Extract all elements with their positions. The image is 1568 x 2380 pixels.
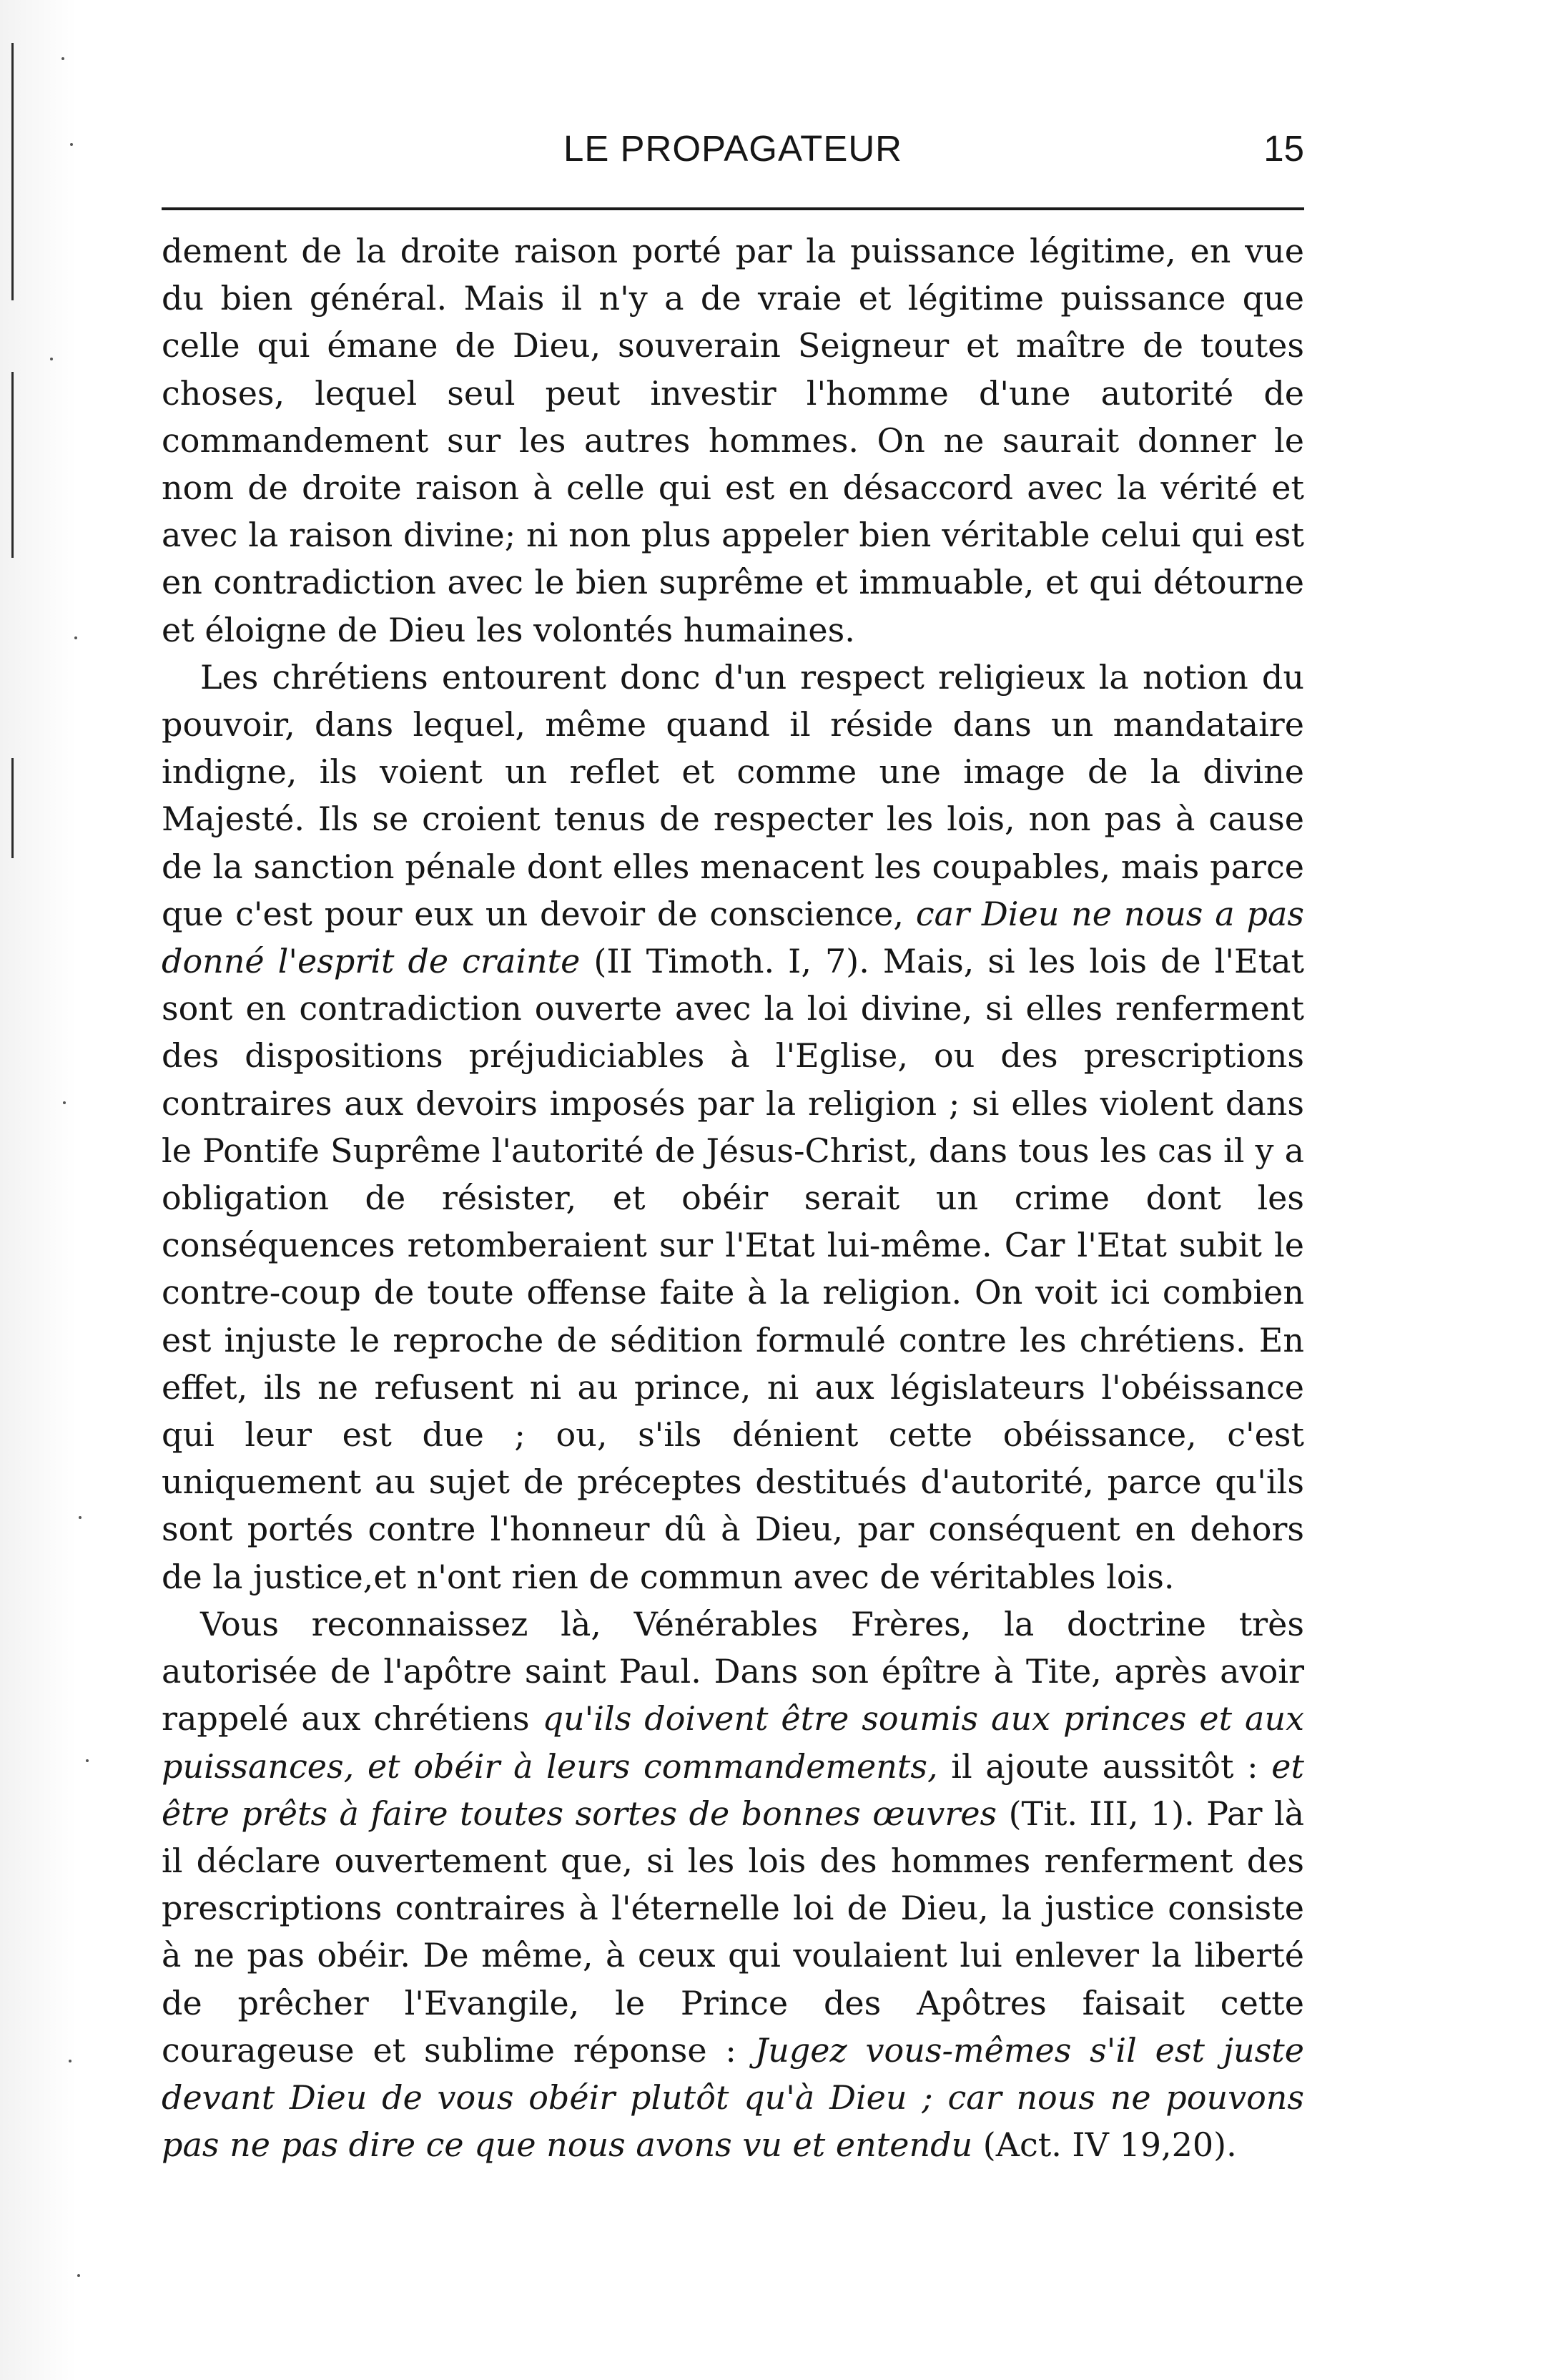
scan-speck <box>61 57 64 60</box>
paragraph-3 <box>162 1600 1304 2168</box>
paragraph-2-text-a: Les chrétiens entourent donc d'un respect religieux la notion du pouvoir, dans lequel, même quand il réside dans un mandataire indigne, ils voient un reflet et comme une image de la divine Majesté. Ils se croient tenus de respecter les lois, non pas à cause de la sanction pénale dont elles menacent les coupables, mais parce que c'est pour eux un devoir de conscience, <box>162 657 1304 933</box>
scan-speck <box>69 2060 72 2062</box>
header-rule <box>162 207 1304 210</box>
scan-speck <box>70 143 73 146</box>
paragraph-2-italic-quote: car Dieu ne nous a pas donné l'esprit de crainte <box>162 894 1304 981</box>
page-number: 15 <box>1263 128 1304 169</box>
scan-speck <box>77 2274 80 2277</box>
scan-edge-line <box>11 372 14 558</box>
body-text <box>162 227 1304 2168</box>
paragraph-1-text: dement de la droite raison porté par la puissance légitime, en vue du bien général. Mais il n'y a de vraie et légitime puissance que celle qui émane de Dieu, souverain Seigneur et maître de toutes choses, lequel seul peut investir l'homme d'une autorité de commandement sur les autres hommes. On ne saurait donner le nom de droite raison à celle qui est en désaccord avec la vérité et avec la raison divine; ni non plus appeler bien véritable celui qui est en contradiction avec le bien suprême et immuable, et qui détourne et éloigne de Dieu les volontés humaines. <box>162 232 1304 649</box>
scan-edge-shadow <box>0 0 129 2380</box>
paragraph-3-text-c: (Tit. III, 1). Par là il déclare ouvertement que, si les lois des hommes renferment des prescriptions contraires à l'éternelle loi de Dieu, la justice consiste à ne pas obéir. De même, à ceux qui voulaient lui enlever la liberté de prêcher l'Evangile, le Prince des Apôtres faisait cette courageuse et sublime réponse : <box>162 1794 1304 2070</box>
paragraph-3-text-b: il ajoute aussitôt : <box>937 1746 1272 1786</box>
scan-speck <box>74 636 77 639</box>
scan-speck <box>50 358 53 360</box>
scan-speck <box>86 1759 89 1762</box>
paragraph-3-italic-quote-3: Jugez vous-mêmes s'il est juste devant Dieu de vous obéir plutôt qu'à Dieu ; car nous ne pouvons pas ne pas dire ce que nous avons vu et entendu <box>162 2030 1304 2165</box>
running-title: LE PROPAGATEUR <box>563 128 903 169</box>
paragraph-3-text-a: Vous reconnaissez là, Vénérables Frères, la doctrine très autorisée de l'apôtre saint Paul. Dans son épître à Tite, après avoir rappelé aux chrétiens <box>162 1604 1304 1739</box>
scan-speck <box>79 1516 82 1519</box>
scan-edge-line <box>11 758 14 858</box>
paragraph-3-text-d: (Act. IV 19,20). <box>972 2125 1237 2165</box>
paragraph-2 <box>162 654 1304 1600</box>
paragraph-3-italic-quote-2: et être prêts à faire toutes sortes de bonnes œuvres <box>162 1746 1304 1833</box>
paragraph-2-text-b: (II Timoth. I, 7). Mais, si les lois de l'Etat sont en contradiction ouverte avec la loi divine, si elles renferment des dispositions préjudiciables à l'Eglise, ou des prescriptions contraires aux devoirs imposés par la religion ; si elles violent dans le Pontife Suprême l'autorité de Jésus-Christ, dans tous les cas il y a obligation de résister, et obéir serait un crime dont les conséquences retomberaient sur l'Etat lui-même. Car l'Etat subit le contre-coup de toute offense faite à la religion. On voit ici combien est injuste le reproche de sédition formulé contre les chrétiens. En effet, ils ne refusent ni au prince, ni aux législateurs l'obéissance qui leur est due ; ou, s'ils dénient cette obéissance, c'est uniquement au sujet de préceptes destitués d'autorité, parce qu'ils sont portés contre l'honneur dû à Dieu, par conséquent en dehors de la justice,et n'ont rien de commun avec de véritables lois. <box>162 942 1304 1596</box>
paragraph-1 <box>162 227 1304 654</box>
scan-edge-line <box>11 43 14 300</box>
paragraph-3-italic-quote-1: qu'ils doivent être soumis aux princes et aux puissances, et obéir à leurs commandements, <box>162 1699 1305 1786</box>
scan-speck <box>63 1101 66 1104</box>
page-header <box>162 122 1304 179</box>
